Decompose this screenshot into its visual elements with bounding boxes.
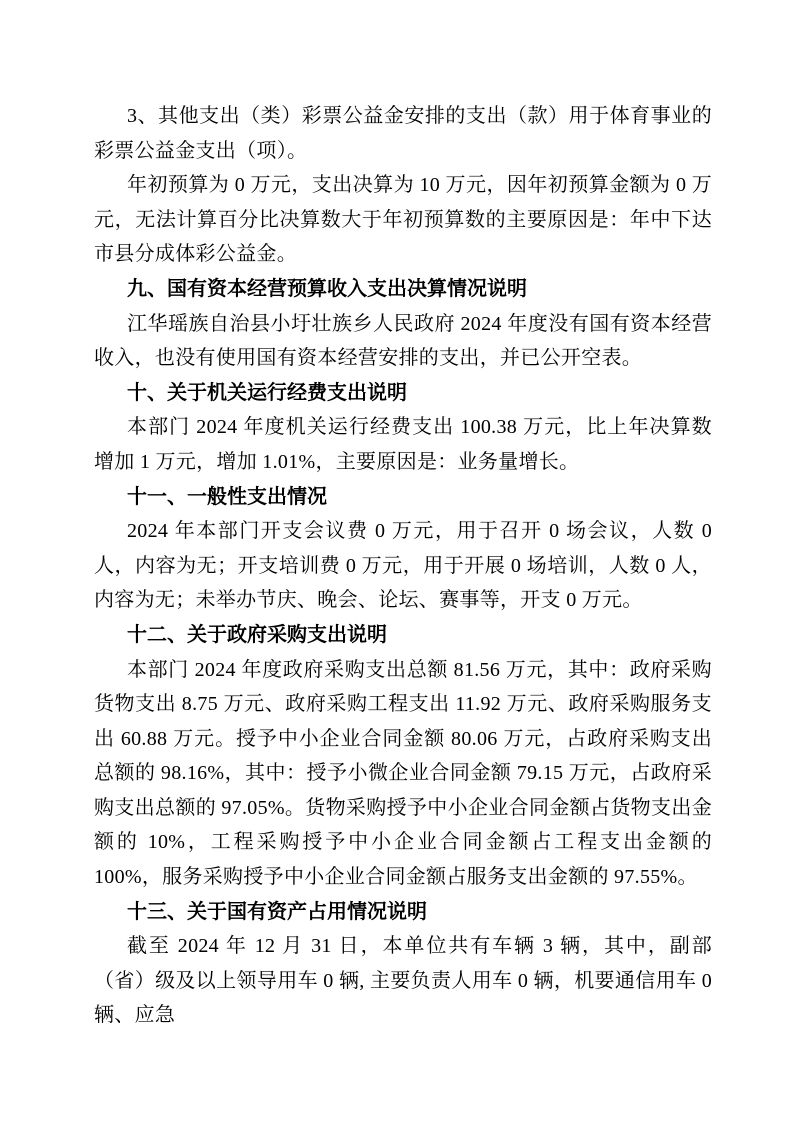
heading-state-asset-occupancy: 十三、关于国有资产占用情况说明 [127, 900, 427, 923]
para-agency-operating-expense: 本部门 2024 年度机关运行经费支出 100.38 万元，比上年决算数增加 1 万元，增加 1.01%，主要原因是：业务量增长。 [94, 416, 712, 473]
para-government-procurement: 本部门 2024 年度政府采购支出总额 81.56 万元，其中：政府采购货物支出 8.75 万元、政府采购工程支出 11.92 万元、政府采购服务支出 60.88 万元。授予中小企业合同金额 80.06 万元，占政府采购支出总额的 98.16%，其中：授予小微企业合同金额 79.15 万元，占政府采购支出总额的 97.05%。货物采购授予中小企业合同金额占货物支出金额的 10%，工程采购授予中小企业合同金额占工程支出金额的 100%，服务采购授予中小企业合同金额占服务支出金额的 97.55%。 [94, 658, 712, 889]
para-state-asset-occupancy: 截至 2024 年 12 月 31 日，本单位共有车辆 3 辆，其中，副部（省）级及以上领导用车 0 辆, 主要负责人用车 0 辆，机要通信用车 0 辆、应急 [94, 935, 712, 1027]
para-state-capital-budget: 江华瑶族自治县小圩壮族乡人民政府 2024 年度没有国有资本经营收入，也没有使用国有资本经营安排的支出，并已公开空表。 [94, 312, 712, 370]
heading-general-expense: 十一、一般性支出情况 [127, 485, 327, 508]
heading-government-procurement: 十二、关于政府采购支出说明 [127, 623, 387, 646]
para-lottery-fund-budget-variance: 年初预算为 0 万元，支出决算为 10 万元，因年初预算金额为 0 万元，无法计算百分比决算数大于年初预算数的主要原因是：年中下达市县分成体彩公益金。 [94, 174, 712, 266]
heading-state-capital-budget: 九、国有资本经营预算收入支出决算情况说明 [127, 277, 527, 300]
heading-agency-operating-expense: 十、关于机关运行经费支出说明 [127, 381, 407, 404]
para-lottery-fund-item: 3、其他支出（类）彩票公益金安排的支出（款）用于体育事业的彩票公益金支出（项）。 [94, 105, 712, 162]
para-general-expense: 2024 年本部门开支会议费 0 万元，用于召开 0 场会议，人数 0 人，内容为无；开支培训费 0 万元，用于开展 0 场培训，人数 0 人，内容为无；未举办节庆、晚会、论坛、赛事等，开支 0 万元。 [94, 520, 712, 612]
